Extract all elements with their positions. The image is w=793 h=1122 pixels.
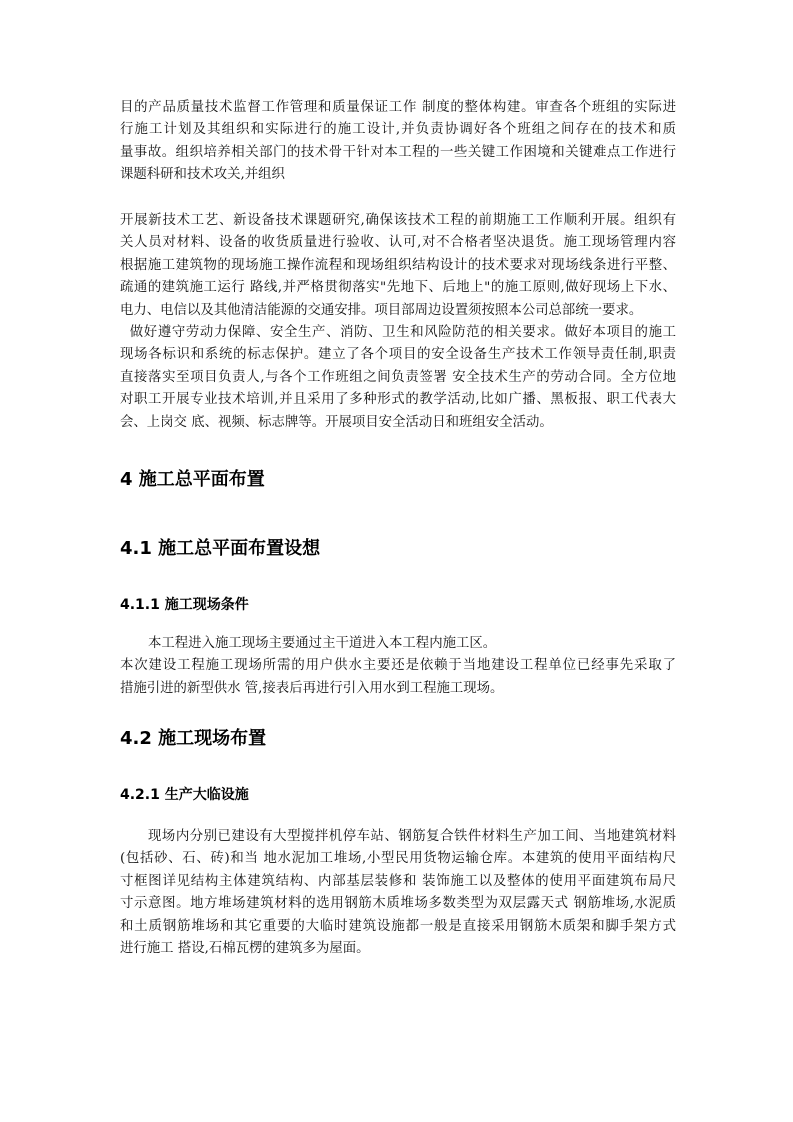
heading-section-4: 4 施工总平面布置 bbox=[120, 469, 265, 490]
text-line: 对职工开展专业技术培训,并且采用了多种形式的教学活动,比如广播、黑板报、职工代表大 bbox=[120, 392, 676, 408]
text-line: 措施引进的新型供水 管,接表后再进行引入用水到工程施工现场。 bbox=[120, 680, 504, 696]
text-line: 量事故。组织培养相关部门的技术骨干针对本工程的一些关键工作困境和关键难点工作进行 bbox=[120, 144, 676, 160]
text-line: 做好遵守劳动力保障、安全生产、消防、卫生和风险防范的相关要求。做好本项目的施工 bbox=[120, 324, 676, 340]
heading-section-4-2-1: 4.2.1 生产大临设施 bbox=[120, 787, 249, 803]
paragraph-site-management bbox=[120, 210, 676, 434]
text-line: 本工程进入施工现场主要通过主干道进入本工程内施工区。 bbox=[148, 636, 497, 651]
text-line: 根据施工建筑物的现场施工操作流程和现场组织结构设计的技术要求对现场线条进行平整、 bbox=[120, 257, 676, 273]
text-line: 行施工计划及其组织和实际进行的施工设计,并负责协调好各个班组之间存在的技术和质 bbox=[120, 122, 676, 138]
text-line: 本次建设工程施工现场所需的用户供水主要还是依赖于当地建设工程单位已经事先采取了 bbox=[120, 658, 676, 674]
text-line: 现场内分别已建设有大型搅拌机停车站、钢筋复合铁件材料生产加工间、当地建筑材料 bbox=[148, 829, 676, 844]
heading-section-4-1-1: 4.1.1 施工现场条件 bbox=[120, 597, 249, 613]
paragraph-quality-management bbox=[120, 97, 676, 187]
text-line: (包括砂、石、砖)和当 地水泥加工堆场,小型民用货物运输仓库。本建筑的使用平面结构尺 bbox=[120, 851, 676, 867]
text-line: 现场各标识和系统的标志保护。建立了各个项目的安全设备生产技术工作领导责任制,职责 bbox=[120, 347, 676, 363]
heading-section-4-2: 4.2 施工现场布置 bbox=[120, 728, 267, 749]
text-line: 直接落实至项目负责人,与各个工作班组之间负责签署 安全技术生产的劳动合同。全方位地 bbox=[120, 369, 676, 385]
heading-section-4-1: 4.1 施工总平面布置设想 bbox=[120, 538, 321, 559]
text-line: 关人员对材料、设备的收货质量进行验收、认可,对不合格者坚决退货。施工现场管理内容 bbox=[120, 235, 676, 251]
text-line: 课题科研和技术攻关,并组织 bbox=[120, 167, 285, 183]
text-line: 寸框图详见结构主体建筑结构、内部基层装修和 装饰施工以及整体的使用平面建筑布局尺 bbox=[120, 873, 676, 889]
text-line: 疏通的建筑施工运行 路线,并严格贯彻落实"先地下、后地上"的施工原则,做好现场上下水、 bbox=[120, 280, 676, 296]
text-line: 和土质钢筋堆场和其它重要的大临时建筑设施都一般是直接采用钢筋木质架和脚手架方式 bbox=[120, 918, 676, 934]
text-line: 目的产品质量技术监督工作管理和质量保证工作 制度的整体构建。审查各个班组的实际进 bbox=[120, 100, 676, 115]
paragraph-temporary-facilities bbox=[120, 826, 676, 960]
text-line: 寸示意图。地方堆场建筑材料的选用钢筋木质堆场多数类型为双层露天式 钢筋堆场,水泥质 bbox=[120, 896, 676, 912]
text-line: 电力、电信以及其他清洁能源的交通安排。项目部周边设置须按照本公司总部统一要求。 bbox=[120, 302, 643, 318]
text-line: 开展新技术工艺、新设备技术课题研究,确保该技术工程的前期施工工作顺利开展。组织有 bbox=[120, 213, 676, 228]
text-line: 进行施工 搭设,石棉瓦楞的建筑多为屋面。 bbox=[120, 940, 370, 956]
paragraph-site-conditions bbox=[120, 633, 676, 700]
text-line: 会、上岗交 底、视频、标志牌等。开展项目安全活动日和班组安全活动。 bbox=[120, 414, 553, 430]
